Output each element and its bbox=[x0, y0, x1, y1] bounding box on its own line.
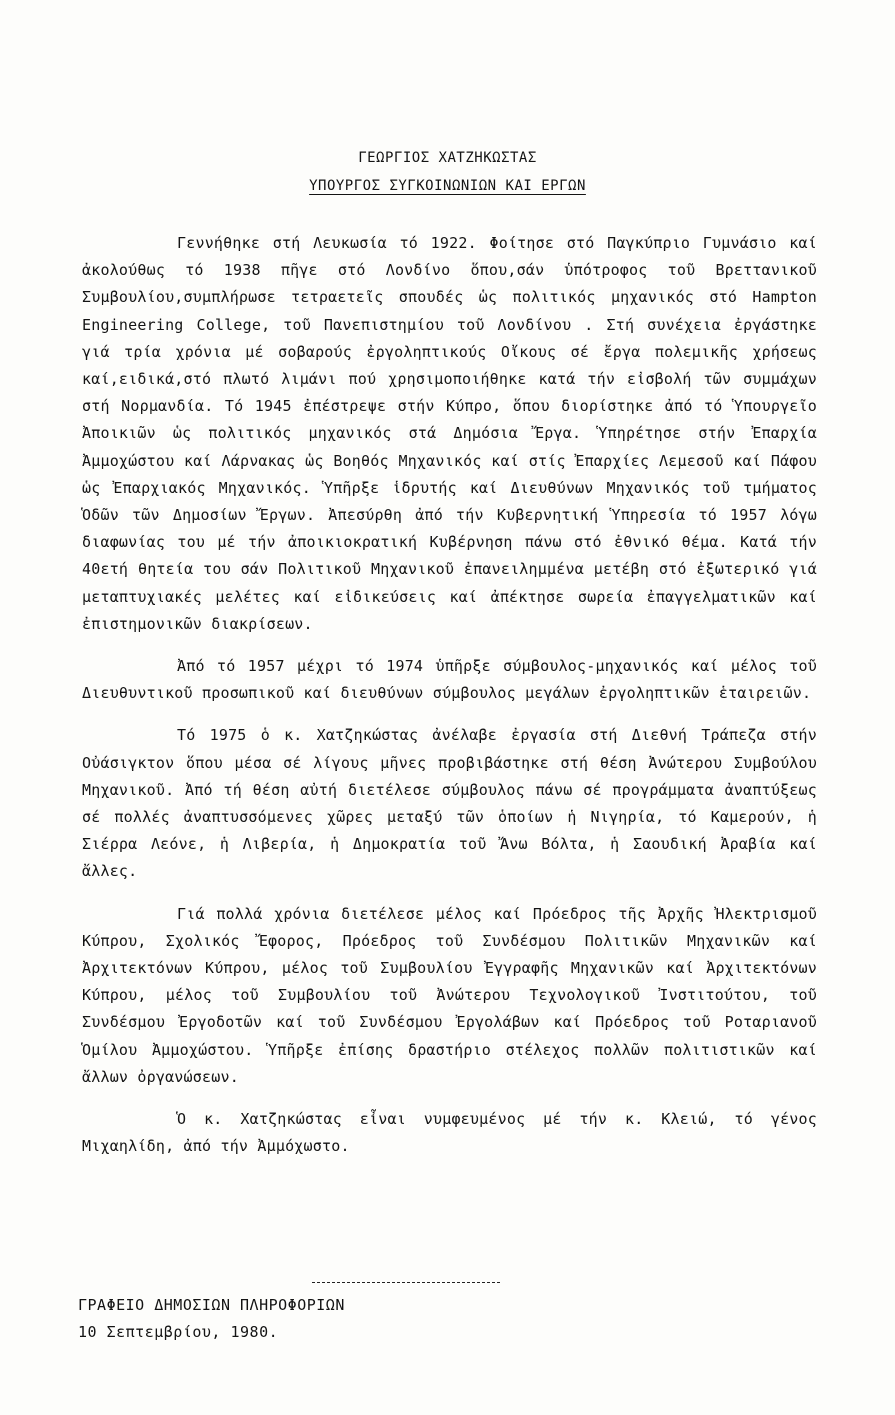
minister-title bbox=[0, 178, 895, 194]
paragraph-consulting: Ἀπό τό 1957 μέχρι τό 1974 ὑπῆρξε σύμβουλος-μηχανικός καί μέλος τοῦ Διευθυντικοῦ προσωπικοῦ καί διευθύνων σύμβουλος μεγάλων ἐργοληπτικῶν ἑταιρειῶν. bbox=[82, 657, 817, 703]
paragraph-memberships: Γιά πολλά χρόνια διετέλεσε μέλος καί Πρόεδρος τῆς Ἀρχῆς Ἠλεκτρισμοῦ Κύπρου, Σχολικός Ἔφορος, Πρόεδρος τοῦ Συνδέσμου Πολιτικῶν Μηχανικῶν καί Ἀρχιτεκτόνων Κύπρου, μέλος τοῦ Συμβουλίου Ἐγγραφῆς Μηχανικῶν καί Ἀρχιτεκτόνων Κύπρου, μέλος τοῦ Συμβουλίου τοῦ Ἀνώτερου Τεχνολογικοῦ Ἰνστιτούτου, τοῦ Συνδέσμου Ἐργοδοτῶν καί τοῦ Συνδέσμου Ἐργολάβων καί Πρόεδρος τοῦ Ροταριανοῦ Ὁμίλου Ἀμμοχώστου. Ὑπῆρξε ἐπίσης δραστήριο στέλεχος πολλῶν πολιτιστικῶν καί ἄλλων ὀργανώσεων. bbox=[82, 904, 817, 1086]
paragraph-family: Ὁ κ. Χατζηκώστας εἶναι νυμφευμένος μέ τήν κ. Κλειώ, τό γένος Μιχαηλίδη, ἀπό τήν Ἀμμόχωστο. bbox=[82, 1110, 817, 1156]
issuing-office: ΓΡΑΦΕΙΟ ΔΗΜΟΣΙΩΝ ΠΛΗΡΟΦΟΡΙΩΝ bbox=[78, 1296, 345, 1314]
biography-body bbox=[82, 230, 817, 1176]
release-date: 10 Σεπτεμβρίου, 1980. bbox=[78, 1323, 279, 1341]
paragraph-world-bank: Τό 1975 ὁ κ. Χατζηκώστας ἀνέλαβε ἐργασία στή Διεθνή Τράπεζα στήν Οὐάσιγκτον ὅπου μέσα σέ λίγους μῆνες προβιβάστηκε στή θέση Ἀνώτερου Συμβούλου Μηχανικοῦ. Ἀπό τή θέση αὐτή διετέλεσε σύμβουλος πάνω σέ προγράμματα ἀναπτύξεως σέ πολλές ἀναπτυσσόμενες χῶρες μεταξύ τῶν ὁποίων ἡ Νιγηρία, τό Καμερούν, ἡ Σιέρρα Λεόνε, ἡ Λιβερία, ἡ Δημοκρατία τοῦ Ἄνω Βόλτα, ἡ Σαουδική Ἀραβία καί ἄλλες. bbox=[82, 726, 817, 881]
minister-name: ΓΕΩΡΓΙΟΣ ΧΑΤΖΗΚΩΣΤΑΣ bbox=[358, 150, 537, 166]
divider-line bbox=[312, 1282, 500, 1283]
paragraph-early-life: Γεννήθηκε στή Λευκωσία τό 1922. Φοίτησε στό Παγκύπριο Γυμνάσιο καί ἀκολούθως τό 1938 πῆγε στό Λονδίνο ὅπου,σάν ὑπότροφος τοῦ Βρεττανικοῦ Συμβουλίου,συμπλήρωσε τετραετεῖς σπουδές ὡς πολιτικός μηχανικός στό Hampton Engineering College, τοῦ Πανεπιστημίου τοῦ Λονδίνου . Στή συνέχεια ἐργάστηκε γιά τρία χρόνια μέ σοβαρούς ἐργοληπτικούς Οἴκους σέ ἔργα πολεμικῆς χρήσεως καί,ειδικά,στό πλωτό λιμάνι πού χρησιμοποιήθηκε κατά τήν εἰσβολή τῶν συμμάχων στή Νορμανδία. Τό 1945 ἐπέστρεψε στήν Κύπρο, ὅπου διορίστηκε ἀπό τό Ὑπουργεῖο Ἀποικιῶν ὡς πολιτικός μηχανικός στά Δημόσια Ἔργα. Ὑπηρέτησε στήν Ἐπαρχία Ἀμμοχώστου καί Λάρνακας ὡς Βοηθός Μηχανικός καί στίς Ἐπαρχίες Λεμεσοῦ καί Πάφου ὡς Ἐπαρχιακός Μηχανικός. Ὑπῆρξε ἱδρυτής καί Διευθύνων Μηχανικός τοῦ τμήματος Ὁδῶν τῶν Δημοσίων Ἔργων. Ἀπεσύρθη ἀπό τήν Κυβερνητική Ὑπηρεσία τό 1957 λόγω διαφωνίας του μέ τήν ἀποικιοκρατική Κυβέρνηση πάνω στό ἐθνικό θέμα. Κατά τήν 40ετή θητεία του σάν Πολιτικοῦ Μηχανικοῦ ἐπανειλημμένα μετέβη στό ἐξωτερικό γιά μεταπτυχιακές μελέτες καί εἰδικεύσεις καί ἀπέκτησε σωρεία ἐπαγγελματικῶν καί ἐπιστημονικῶν διακρίσεων. bbox=[82, 234, 817, 633]
minister-title-text: ΥΠΟΥΡΓΟΣ ΣΥΓΚΟΙΝΩΝΙΩΝ ΚΑΙ ΕΡΓΩΝ bbox=[309, 178, 586, 194]
